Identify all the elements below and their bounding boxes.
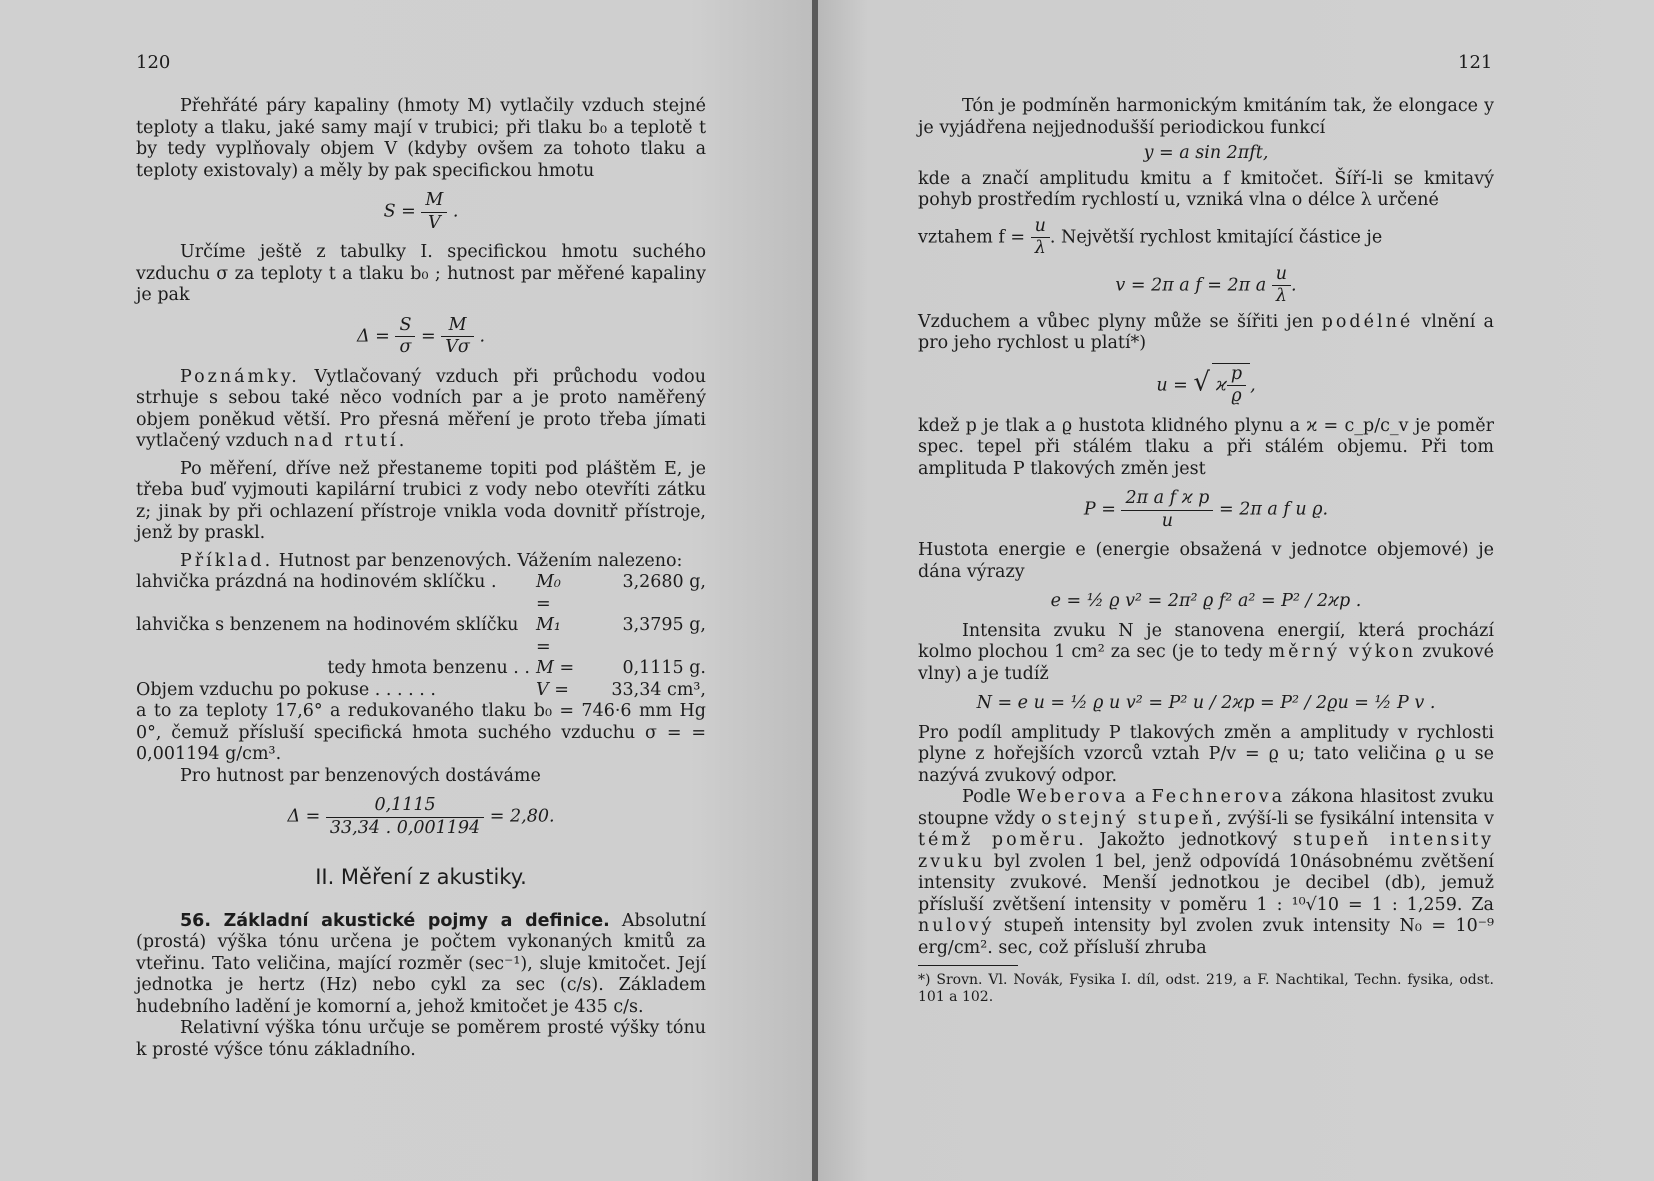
paragraph: Přehřáté páry kapaliny (hmoty M) vytlačily vzduch stejné teploty a tlaku, jaké samy mají v trubici; při tlaku b₀ a teplotě t by tedy vyplňovaly objem V (kdyby ovšem za tohoto tlaku a teploty existovaly) a měly by pak specifickou hmotu bbox=[136, 96, 706, 181]
paragraph: Vzduchem a vůbec plyny může se šířiti jen podélné vlnění a pro jeho rychlost u platí*) bbox=[918, 311, 1494, 353]
equation-pressure-amplitude: P = $\frac{\text{2π a f ϰ p}}{u}$ = 2π a f u ϱ. bbox=[1083, 488, 1329, 531]
right-text-column bbox=[918, 96, 1494, 1006]
paragraph: Relativní výška tónu určuje se poměrem prosté výšky tónu k prosté výšce tónu základního. bbox=[136, 1018, 706, 1060]
paragraph-example: Příklad. Hutnost par benzenových. Vážením nalezeno: bbox=[180, 550, 683, 571]
page-number: 120 bbox=[136, 52, 171, 73]
paragraph: Intensita zvuku N je stanovena energií, která prochází kolmo plochou 1 cm² za sec (je to tedy měrný výkon zvukové vlny) a je tudíž bbox=[918, 620, 1494, 684]
footnote: *) Srovn. Vl. Novák, Fysika I. díl, odst. 219, a F. Nachtikal, Techn. fysika, odst. 101 a 102. bbox=[918, 972, 1494, 1005]
paragraph: Tón je podmíněn harmonickým kmitáním tak, že elongace y je vyjádřena nejjednodušší periodickou funkcí bbox=[918, 96, 1494, 138]
equation-energy-density: e = ½ ϱ v² = 2π² ϱ f² a² = P² / 2ϰp . bbox=[1050, 591, 1362, 611]
paragraph: kdež p je tlak a ϱ hustota klidného plynu a ϰ = c_p/c_v je poměr spec. tepel při stálém tlaku a při stálém objemu. Při tom amplituda P tlakových změn jest bbox=[918, 415, 1494, 479]
paragraph-relation: vztahem f = $\frac{u}{\lambda}$ . Největší rychlost kmitající částice je bbox=[918, 215, 1383, 258]
paragraph: a to za teploty 17,6° a redukovaného tlaku b₀ = 746·6 mm Hg 0°, čemuž přísluší specifická hmota suchého vzduchu σ = = 0,001194 g/cm³. bbox=[136, 701, 706, 764]
paragraph: Hustota energie e (energie obsažená v jednotce objemové) je dána výrazy bbox=[918, 540, 1494, 582]
paragraph-notes: Poznámky. Vytlačovaný vzduch při průchodu vodou strhuje s sebou také něco vodních par a je proto naměřený objem poněkud větší. Pro přesná měření je proto třeba jímati vytlačený vzduch nad rtutí. bbox=[136, 366, 706, 451]
paragraph: kde a značí amplitudu kmitu a f kmitočet. Šíří-li se kmitavý pohyb prostředím rychlostí u, vzniká vlna o délce λ určené bbox=[918, 168, 1494, 210]
section-heading: II. Měření z akustiky. bbox=[315, 865, 527, 889]
paragraph: Pro podíl amplitudy P tlakových změn a amplitudy v rychlosti plyne z hořejších vzorců vztah P/v = ϱ u; tato veličina ϱ u se nazývá zvukový odpor. bbox=[918, 722, 1494, 786]
paragraph: Po měření, dříve než přestaneme topiti pod pláštěm E, je třeba buď vyjmouti kapilární trubici z vody nebo otevříti zátku z; jinak by při ochlazení přístroje vnikla voda dovnitř přístroje, jenž by praskl. bbox=[136, 458, 706, 543]
equation-sound-speed: u = √ ϰ $\frac{p}{ϱ}$ , bbox=[1156, 363, 1256, 406]
root-sign: √ bbox=[1193, 367, 1210, 397]
left-page bbox=[0, 0, 812, 1181]
measurement-table bbox=[136, 572, 706, 701]
paragraph-definitions: 56. Základní akustické pojmy a definice. Absolutní (prostá) výška tónu určena je počtem vykonaných kmitů za vteřinu. Tato veličina, mající rozměr (sec⁻¹), sluje kmitočet. Její jednotka je hertz (Hz) nebo cykl za sec (c/s). Základem hudebního ladění je komorní a, jehož kmitočet je 435 c/s. bbox=[136, 910, 707, 1017]
equation-vapor-density: Δ = $\frac{S}{\sigma}$ = $\frac{M}{V\sigma}$ . bbox=[356, 314, 486, 357]
equation-specific-mass: S = $\frac{M}{V}$ . bbox=[383, 190, 459, 233]
page-number: 121 bbox=[1458, 52, 1493, 73]
table-row: lahvička prázdná na hodinovém sklíčku . M₀ = 3,2680 g, bbox=[136, 572, 706, 614]
paragraph-weber-fechner: Podle Weberova a Fechnerova zákona hlasitost zvuku stoupne vždy o stejný stupeň, zvýší-li se fysikální intensita v témž poměru. Jakožto jednotkový stupeň intensity zvuku byl zvolen 1 bel, jenž odpovídá 10násobnému zvětšení intensity zvukové. Menší jednotkou je decibel (db), jemuž přísluší zvětšení intensity v poměru 1 : ¹⁰√10 = 1 : 1,259. Za nulový stupeň intensity byl zvolen zvuk intensity N₀ = 10⁻⁹ erg/cm². sec, což přísluší zhruba bbox=[918, 787, 1495, 958]
equation-elongation: y = a sin 2πft, bbox=[1143, 143, 1269, 163]
paragraph: Pro hutnost par benzenových dostáváme bbox=[180, 765, 541, 786]
footnote-rule bbox=[918, 965, 1018, 966]
table-row: Objem vzduchu po pokuse . . . . . . V = 33,34 cm³, bbox=[136, 679, 706, 700]
left-text-column bbox=[136, 96, 706, 1061]
right-page bbox=[818, 0, 1654, 1181]
table-row: tedy hmota benzenu . . M = 0,1115 g. bbox=[327, 658, 706, 678]
equation-intensity: N = e u = ½ ϱ u v² = P² u / 2ϰp = P² / 2ϱu = ½ P v . bbox=[976, 693, 1436, 713]
equation-result: Δ = $\frac{0,1115}{33,34 . 0,001194}$ = 2,80. bbox=[287, 795, 555, 838]
equation-velocity: v = 2π a f = 2π a $\frac{u}{\lambda}$ . bbox=[1115, 263, 1297, 306]
paragraph: Určíme ještě z tabulky I. specifickou hmotu suchého vzduchu σ za teploty t a tlaku b₀ ; hutnost par měřené kapaliny je pak bbox=[136, 242, 706, 305]
table-row: lahvička s benzenem na hodinovém sklíčku M₁ = 3,3795 g, bbox=[136, 615, 706, 657]
